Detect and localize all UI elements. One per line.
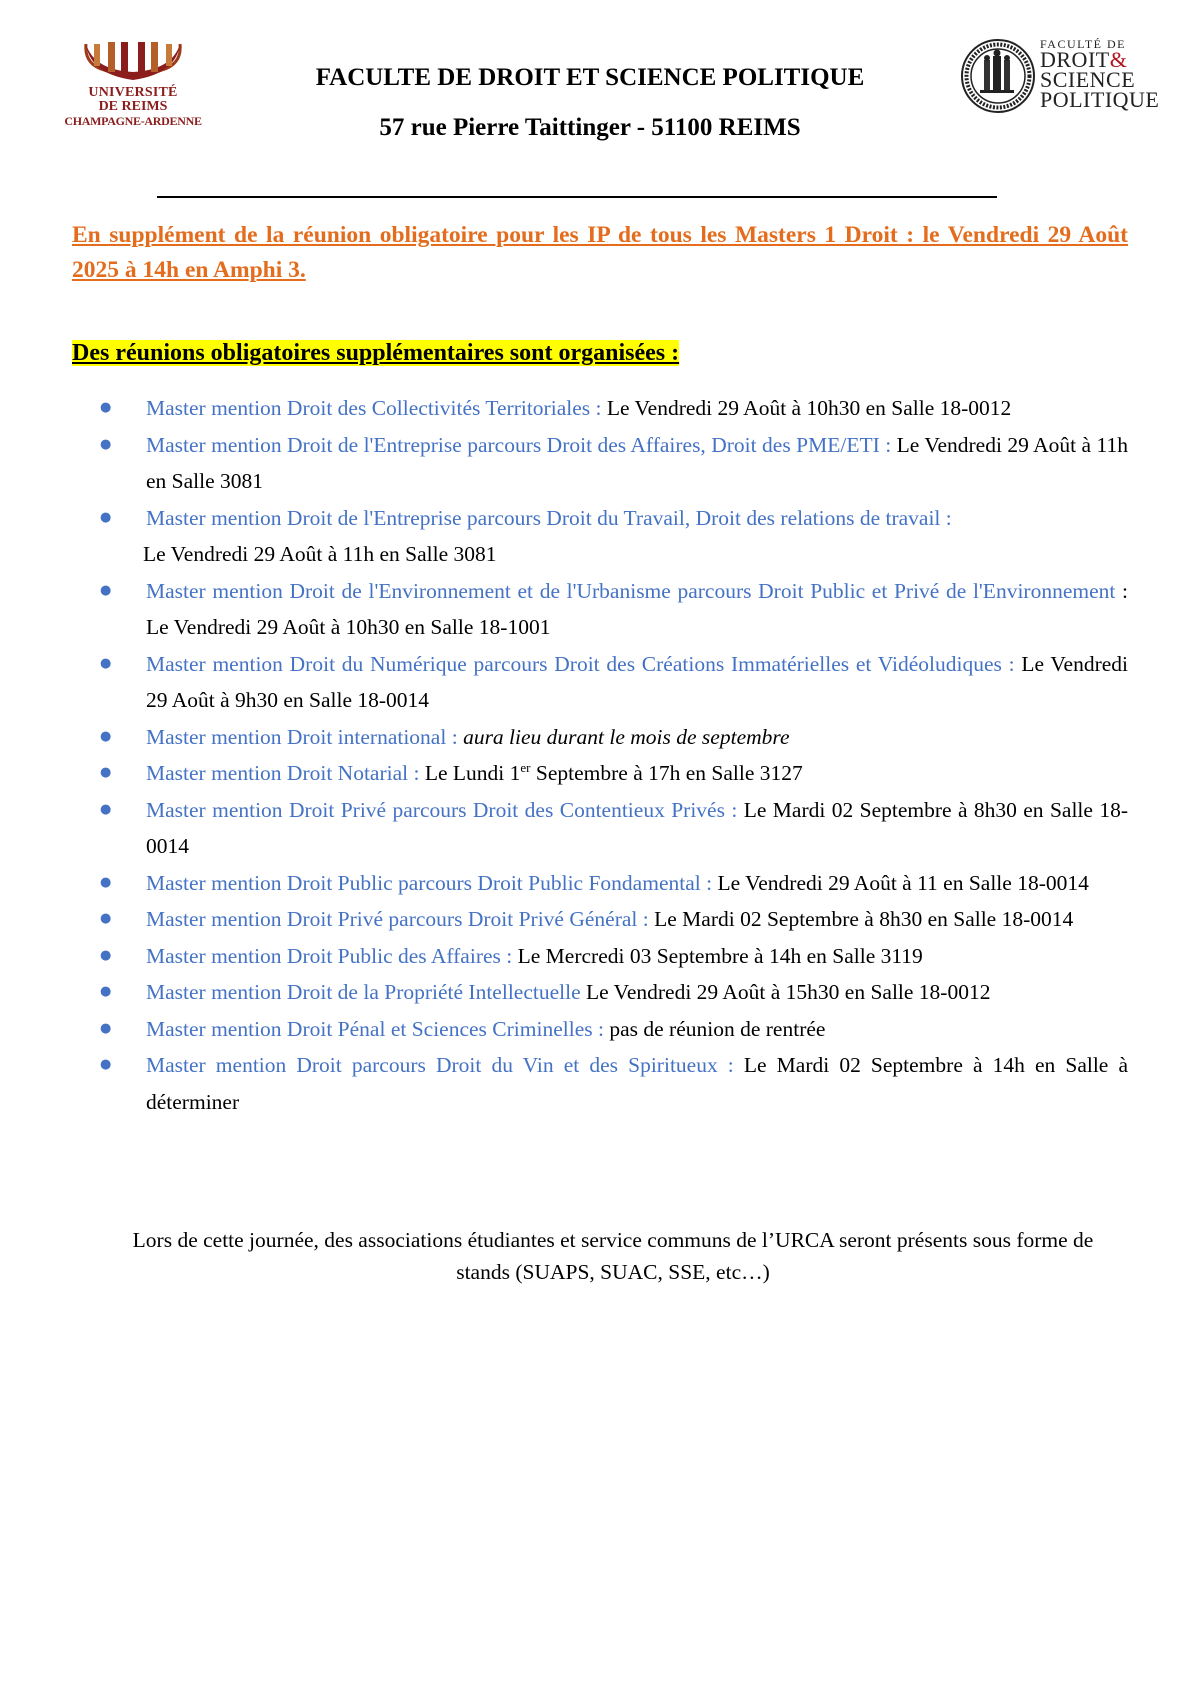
master-mention: Master mention Droit parcours Droit du Vin et des Spiritueux :	[146, 1053, 744, 1077]
university-logo-line2: DE REIMS	[98, 99, 168, 114]
bullet-icon: ●	[100, 947, 112, 963]
master-mention: Master mention Droit Public des Affaires :	[146, 943, 518, 968]
master-mention: Master mention Droit international :	[146, 724, 464, 749]
master-mention: Master mention Droit de la Propriété Intellectuelle	[146, 980, 581, 1004]
page-address: 57 rue Pierre Taittinger - 51100 REIMS	[379, 114, 801, 141]
meeting-detail: Le Vendredi 29 Août à 11h en Salle 3081	[146, 432, 1128, 493]
master-mention: Master mention Droit de l'Entreprise parcours Droit des Affaires, Droit des PME/ETI :	[146, 432, 897, 457]
meeting-detail-rest: Septembre à 17h en Salle 3127	[530, 761, 803, 785]
meeting-detail: Le Mercredi 03 Septembre à 14h en Salle 3119	[517, 943, 923, 968]
master-mention: Master mention Droit Privé parcours Droit Privé Général :	[146, 907, 655, 931]
meeting-detail	[425, 761, 803, 785]
list-item	[72, 755, 1128, 792]
list-item	[72, 719, 1128, 756]
meeting-detail: Le Mardi 02 Septembre à 8h30 en Salle 18-0014	[654, 907, 1074, 931]
faculty-logo	[960, 37, 1160, 118]
meeting-detail: pas de réunion de rentrée	[609, 1016, 826, 1041]
bullet-icon: ●	[100, 400, 112, 415]
bullet-icon: ●	[100, 874, 112, 890]
meeting-detail: Le Vendredi 29 Août à 15h30 en Salle 18-0012	[580, 980, 991, 1004]
list-item	[72, 390, 1128, 427]
master-mention: Master mention Droit du Numérique parcours Droit des Créations Immatérielles et Vidéoludiques :	[146, 651, 1022, 676]
meeting-detail: : Le Vendredi 29 Août à 10h30 en Salle 18-1001	[146, 578, 1128, 639]
list-item	[72, 573, 1128, 646]
list-item	[72, 1011, 1128, 1048]
faculty-seal-icon	[960, 38, 1036, 114]
faculty-logo-ampersand: &	[1109, 47, 1128, 72]
list-item	[72, 974, 1128, 1011]
university-logo-line3: CHAMPAGNE-ARDENNE	[64, 114, 202, 128]
meeting-detail: Le Vendredi 29 Août à 11 en Salle 18-0014	[717, 870, 1089, 895]
footer-note: Lors de cette journée, des associations étudiantes et service communs de l’URCA seront présents sous forme de stands (SUAPS, SUAC, SSE, etc…)	[132, 1228, 1094, 1284]
section-heading	[72, 340, 679, 367]
master-mention: Master mention Droit Privé parcours Droit des Contentieux Privés :	[146, 797, 744, 822]
bullet-icon: ●	[100, 436, 112, 452]
meeting-detail: Le Vendredi 29 Août à 11h en Salle 3081	[143, 542, 497, 566]
header-divider	[157, 196, 997, 198]
bullet-icon: ●	[100, 765, 112, 780]
masters-meeting-list	[72, 390, 1128, 1120]
bullet-icon: ●	[100, 1020, 112, 1036]
bullet-icon: ●	[100, 655, 112, 671]
university-logo-line1: UNIVERSITÉ	[88, 85, 178, 100]
master-mention: Master mention Droit Public parcours Droit Public Fondamental :	[146, 870, 718, 895]
bullet-icon: ●	[100, 984, 112, 999]
bullet-icon: ●	[100, 582, 112, 598]
ordinal-suffix: er	[520, 759, 531, 775]
bullet-icon: ●	[100, 728, 112, 744]
section-heading-text: Des réunions obligatoires supplémentaires sont organisées :	[72, 340, 680, 366]
bullet-icon: ●	[100, 801, 112, 817]
bullet-icon: ●	[100, 1057, 112, 1072]
list-item	[72, 646, 1128, 719]
faculty-logo-line3: SCIENCE	[1040, 67, 1136, 92]
meeting-detail: Le Mardi 02 Septembre à 14h en Salle à déterminer	[146, 1053, 1128, 1114]
mandatory-meeting-notice: En supplément de la réunion obligatoire pour les IP de tous les Masters 1 Droit : le Vendredi 29 Août 2025 à 14h en Amphi 3.	[72, 222, 1128, 283]
list-item	[72, 500, 1128, 573]
meeting-detail: Le Vendredi 29 Août à 10h30 en Salle 18-0012	[606, 396, 1012, 420]
list-item	[72, 938, 1128, 975]
faculty-logo-line4: POLITIQUE	[1040, 87, 1160, 112]
meeting-detail-day: Le Lundi 1	[424, 761, 521, 785]
list-item	[72, 427, 1128, 500]
list-item	[72, 792, 1128, 865]
master-mention: Master mention Droit de l'Environnement et de l'Urbanisme parcours Droit Public et Privé de l'Environnement	[146, 578, 1116, 603]
master-mention: Master mention Droit Pénal et Sciences Criminelles :	[146, 1016, 610, 1041]
page-title: FACULTE DE DROIT ET SCIENCE POLITIQUE	[315, 64, 865, 91]
list-item	[72, 901, 1128, 938]
meeting-detail: aura lieu durant le mois de septembre	[463, 724, 790, 749]
master-mention: Master mention Droit de l'Entreprise parcours Droit du Travail, Droit des relations de travail :	[146, 505, 952, 530]
faculty-logo-line1: FACULTÉ DE	[1040, 37, 1127, 51]
bullet-icon: ●	[100, 509, 112, 525]
master-mention: Master mention Droit des Collectivités Territoriales :	[146, 396, 607, 420]
bullet-icon: ●	[100, 911, 112, 926]
meeting-detail: Le Mardi 02 Septembre à 8h30 en Salle 18-0014	[146, 797, 1128, 858]
list-item	[72, 865, 1128, 902]
list-item	[72, 1047, 1128, 1120]
meeting-detail: Le Vendredi 29 Août à 9h30 en Salle 18-0014	[146, 651, 1128, 712]
university-emblem-icon	[80, 40, 186, 84]
faculty-logo-line2: DROIT	[1040, 47, 1110, 72]
master-mention: Master mention Droit Notarial :	[146, 761, 425, 785]
